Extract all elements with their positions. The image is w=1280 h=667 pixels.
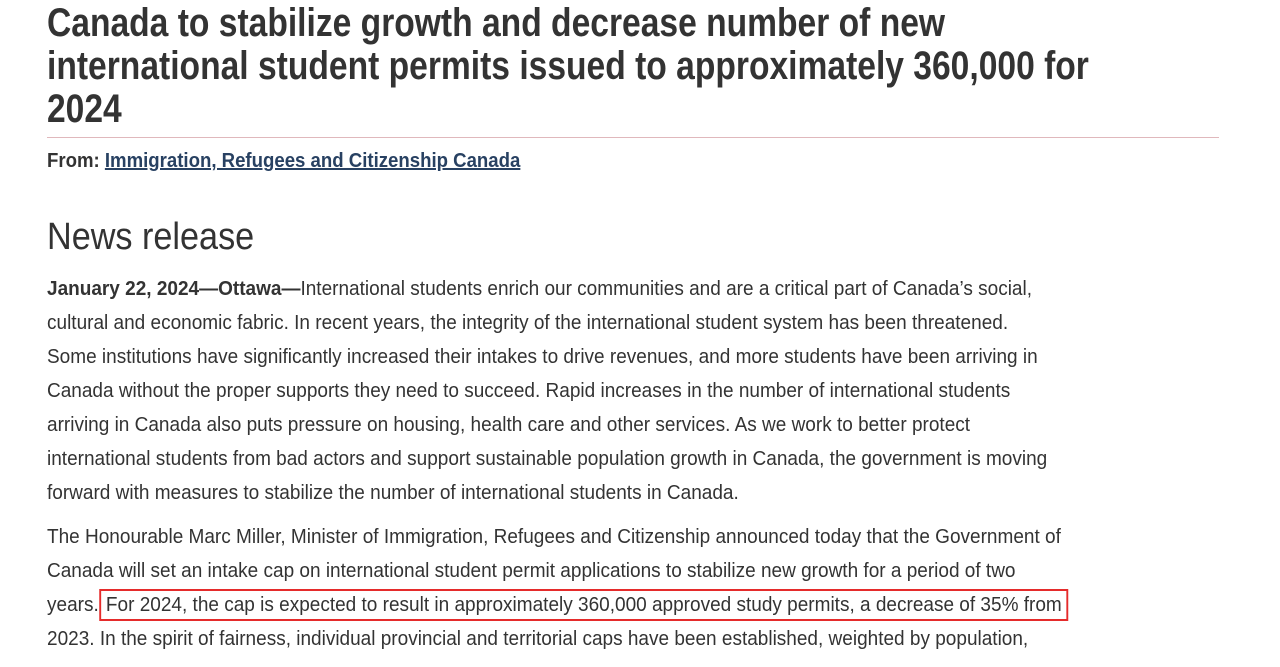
text-line: 2023. In the spirit of fairness, individual provincial and territorial caps have been established, weighted by population, xyxy=(47,628,1029,650)
paragraph-2 xyxy=(47,520,1117,656)
text-line: International students enrich our communities and are a critical part of Canada’s social, xyxy=(300,278,1033,300)
text-line: Canada will set an intake cap on international student permit applications to stabilize new growth for a period of two xyxy=(47,560,1016,582)
title-line: international student permits issued to approximately 360,000 for xyxy=(47,44,1089,88)
department-link[interactable]: Immigration, Refugees and Citizenship Canada xyxy=(104,150,521,172)
text-line: forward with measures to stabilize the number of international students in Canada. xyxy=(47,482,739,504)
highlighted-sentence: For 2024, the cap is expected to result in approximately 360,000 approved study permits, a decrease of 35% from xyxy=(105,594,1062,616)
text-line: Some institutions have significantly increased their intakes to drive revenues, and more students have been arriving in xyxy=(47,346,1038,368)
paragraph-1 xyxy=(47,272,1100,510)
page-title xyxy=(47,2,1280,131)
text-line: international students from bad actors and support sustainable population growth in Canada, the government is moving xyxy=(47,448,1048,470)
title-line: Canada to stabilize growth and decrease number of new xyxy=(47,1,946,45)
title-line: 2024 xyxy=(47,87,122,131)
text-line: Canada without the proper supports they need to succeed. Rapid increases in the number of international students xyxy=(47,380,1011,402)
dateline: January 22, 2024—Ottawa— xyxy=(47,278,301,300)
text-line: arriving in Canada also puts pressure on housing, health care and other services. As we work to better protect xyxy=(47,414,971,436)
text-line: The Honourable Marc Miller, Minister of Immigration, Refugees and Citizenship announced today that the Government of xyxy=(47,526,1061,548)
section-heading: News release xyxy=(47,216,255,258)
text-line: cultural and economic fabric. In recent years, the integrity of the international student system has been threatened. xyxy=(47,312,1009,334)
text-line: years. xyxy=(47,594,99,616)
from-label: From: xyxy=(47,150,100,172)
source-line xyxy=(47,150,520,173)
title-divider xyxy=(47,137,1219,138)
